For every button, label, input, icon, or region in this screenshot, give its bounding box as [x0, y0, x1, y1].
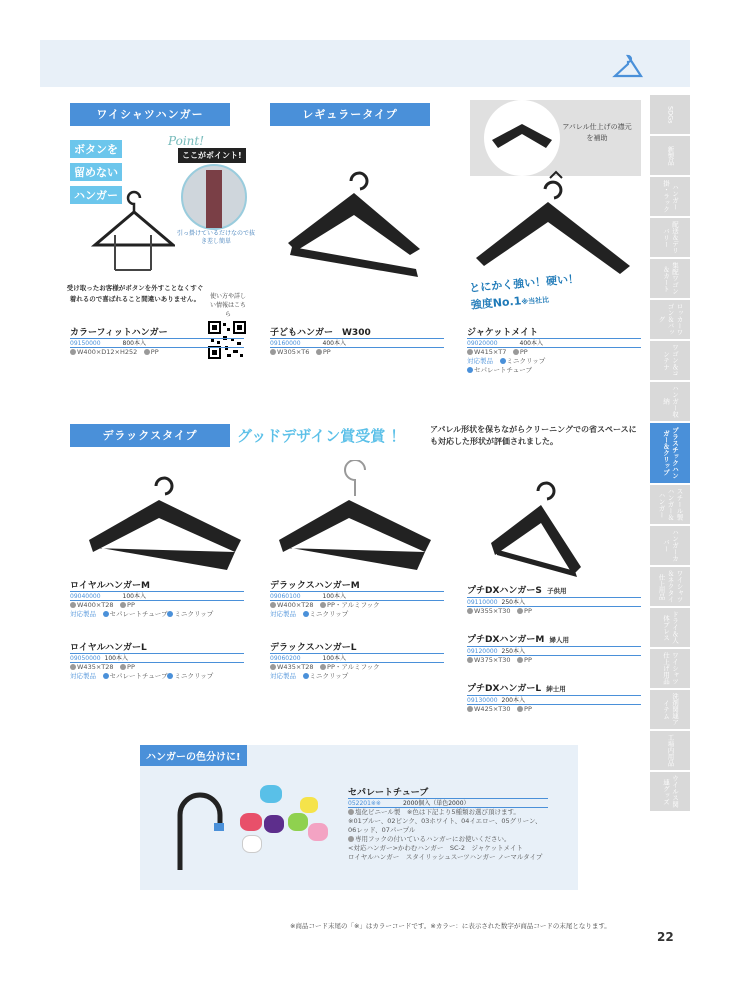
sidebar-tab[interactable]: ワイシャツ＆ネクタイ仕上用品	[650, 567, 690, 608]
product-deluxe-l: デラックスハンガーL 09060200 100本入 W435×T28 PP・アルミフック 対応製品 ミニクリップ	[270, 640, 444, 681]
product-name: 子どもハンガー W300	[270, 328, 371, 338]
product-petit-s: プチDXハンガーS 子供用 09110000 250本入 W355×T30 PP	[467, 578, 641, 616]
sidebar-tab[interactable]: 配送＆デリバリー	[650, 218, 690, 259]
product-deluxe-m: デラックスハンガーM 09060100 100本入 W400×T28 PP・アルミフック 対応製品 ミニクリップ	[270, 578, 444, 619]
section-header-deluxe: デラックスタイプ	[70, 424, 230, 447]
tube-info: セパレートチューブ 052201※※ 2000個入（単色2000） 塩化ビニール製 ※色は下記より5種類お選び頂けます。 ※01ブルー、02ピンク、03ホワイト、04イエロー、05グリーン、06レッド、07パープル 専用フックの付いているハンガーにお使いください。 <対応ハンガー>かわむハンガー SC-2 ジャケットメイト ロイヤルハンガー スタイリッシュスーツハンガー ノーマルタイプ	[348, 785, 548, 862]
point-caption: 引っ掛けているだけなので抜き差し簡単	[176, 230, 255, 245]
product-code: 09020000	[467, 340, 498, 347]
category-sidebar	[650, 95, 690, 813]
product-sub: 婦人用	[549, 636, 569, 644]
product-kids	[270, 325, 444, 357]
product-code-row	[467, 695, 641, 705]
product-name: プチDXハンガーL	[467, 684, 542, 694]
product-code-row	[270, 338, 444, 348]
sidebar-tab[interactable]: ロッカーワゴン＆バッグ	[650, 300, 690, 341]
sidebar-tab[interactable]: ハンガー収納	[650, 382, 690, 423]
sidebar-tab[interactable]: スチール製ハンガー＆ハンガー	[650, 485, 690, 526]
product-qty: 2000個入（単色2000）	[402, 800, 470, 807]
sidebar-tab[interactable]: 工場内用品	[650, 731, 690, 772]
collar-callout-box	[470, 100, 641, 176]
product-code: 09120000	[467, 648, 498, 655]
footer-note: ※商品コード末尾の「※」はカラーコードです。※カラー：に表示された数字が商品コードの末尾となります。	[290, 922, 611, 930]
section-header-waishatsu: ワイシャツハンガー	[70, 103, 230, 126]
page-number: 22	[657, 930, 674, 944]
product-qty: 100本入	[322, 655, 346, 662]
product-sub: 子供用	[547, 587, 567, 595]
tube-hook-image	[170, 785, 240, 875]
product-code: 09150000	[70, 340, 101, 347]
award-desc: アパレル形状を保ちながらクリーニングでの省スペースにも対応した形状が評価されました。	[430, 425, 637, 446]
product-code: 09060200	[270, 655, 301, 662]
tube-color-samples	[240, 785, 330, 865]
strong-line1: とにかく強い！硬い！	[468, 272, 580, 295]
strong-line2: 強度No.1	[470, 294, 522, 312]
sidebar-tab[interactable]: 新製品	[650, 136, 690, 177]
product-qty: 200本入	[501, 697, 525, 704]
product-royal-m: ロイヤルハンガーM 09040000 100本入 W400×T28 PP 対応製品 セパレートチューブ ミニクリップ	[70, 578, 244, 619]
product-code: 09050000	[70, 655, 101, 662]
product-name: ジャケットメイト	[467, 328, 539, 338]
tag-line: ハンガー	[70, 186, 122, 204]
sidebar-tab[interactable]: ハンガーカバー	[650, 526, 690, 567]
product-code-row	[467, 338, 641, 348]
product-qty: 100本入	[322, 593, 346, 600]
sidebar-tab[interactable]: プラスチックハンガー＆クリップ	[650, 423, 690, 485]
product-code-row	[70, 338, 244, 348]
tube-heading: ハンガーの色分けに!	[140, 745, 247, 766]
product-spec: W400×D12×H252 PP	[70, 348, 244, 357]
product-sub: 紳士用	[546, 685, 566, 693]
qr-caption: 使い方や詳しい情報はこちら	[209, 293, 246, 318]
product-code: 09160000	[270, 340, 301, 347]
sidebar-tab[interactable]: ドライ＆人体プレス	[650, 608, 690, 649]
separate-tube-panel	[140, 745, 578, 890]
product-code: 052201※※	[348, 800, 381, 807]
product-code-row	[270, 653, 444, 663]
kids-hanger-image	[278, 165, 428, 285]
product-options: 対応製品 ミニクリップ	[467, 357, 546, 365]
product-name: ロイヤルハンガーL	[70, 643, 147, 653]
product-code-row	[348, 798, 548, 808]
tag-line: ボタンを	[70, 140, 122, 158]
sidebar-tab[interactable]: 集配ワゴン＆カート	[650, 259, 690, 300]
product-code-row	[70, 653, 244, 663]
product-code: 09060100	[270, 593, 301, 600]
sidebar-tab[interactable]: ワゴン＆コンテナ	[650, 341, 690, 382]
product-name: セパレートチューブ	[348, 788, 429, 798]
product-qty: 250本入	[501, 648, 525, 655]
petit-dx-hanger-image	[485, 475, 595, 585]
sidebar-tab[interactable]: ウイルス関連グッズ	[650, 772, 690, 813]
product-qty: 250本入	[501, 599, 525, 606]
product-code-row	[70, 591, 244, 601]
product-qty: 100本入	[104, 655, 128, 662]
collar-closeup-image	[181, 164, 247, 230]
sidebar-tab[interactable]: ワイシャツ仕上げ用品	[650, 649, 690, 690]
sidebar-tab[interactable]: ハンガー掛・ラック	[650, 177, 690, 218]
color-fit-hanger-image	[85, 190, 175, 280]
product-code: 09040000	[70, 593, 101, 600]
deluxe-hanger-image	[275, 460, 435, 580]
product-code-row	[467, 646, 641, 656]
waishatsu-desc: 受け取ったお客様がボタンを外すことなくすぐ着れるので喜ばれること間違いありません。	[66, 284, 204, 303]
product-code-row	[270, 591, 444, 601]
product-royal-l: ロイヤルハンガーL 09050000 100本入 W435×T28 PP 対応製品 セパレートチューブ ミニクリップ	[70, 640, 244, 681]
product-code: 09130000	[467, 697, 498, 704]
product-name: デラックスハンガーL	[270, 643, 357, 653]
section-header-regular: レギュラータイプ	[270, 103, 430, 126]
product-qty: 400本入	[322, 340, 346, 347]
product-code-row	[467, 597, 641, 607]
tag-line: 留めない	[70, 163, 122, 181]
collar-callout-text: アパレル仕上げの襟元を補助	[562, 123, 632, 142]
product-qty: 800本入	[122, 340, 146, 347]
product-name: プチDXハンガーM	[467, 635, 545, 645]
product-spec: W305×T6 PP	[270, 348, 444, 357]
product-name: カラーフィットハンガー	[70, 328, 168, 338]
product-petit-m: プチDXハンガーM 婦人用 09120000 250本入 W375×T30 PP	[467, 627, 641, 665]
sidebar-tab[interactable]: 洗剤関連アイテム	[650, 690, 690, 731]
product-name: ロイヤルハンガーM	[70, 581, 150, 591]
sidebar-tab[interactable]: SDGs	[650, 95, 690, 136]
product-name: デラックスハンガーM	[270, 581, 360, 591]
top-banner	[40, 40, 690, 87]
point-label: ここがポイント!	[178, 148, 246, 163]
product-name: プチDXハンガーS	[467, 586, 542, 596]
product-qty: 100本入	[122, 593, 146, 600]
hanger-icon	[612, 52, 644, 80]
product-qty: 400本入	[519, 340, 543, 347]
product-code: 09110000	[467, 599, 498, 606]
product-petit-l: プチDXハンガーL 紳士用 09130000 200本入 W425×T30 PP	[467, 676, 641, 714]
point-script: Point!	[168, 134, 205, 148]
product-color-fit	[70, 325, 244, 357]
product-spec: W415×T7 PP	[467, 348, 641, 357]
award-title: グッドデザイン賞受賞 ！	[237, 427, 406, 445]
royal-hanger-image	[85, 470, 245, 580]
product-jacket-mate: ジャケットメイト 09020000 400本入 W415×T7 PP 対応製品 ミニクリップ セパレートチューブ	[467, 325, 641, 375]
strong-note: ※当社比	[521, 295, 550, 307]
